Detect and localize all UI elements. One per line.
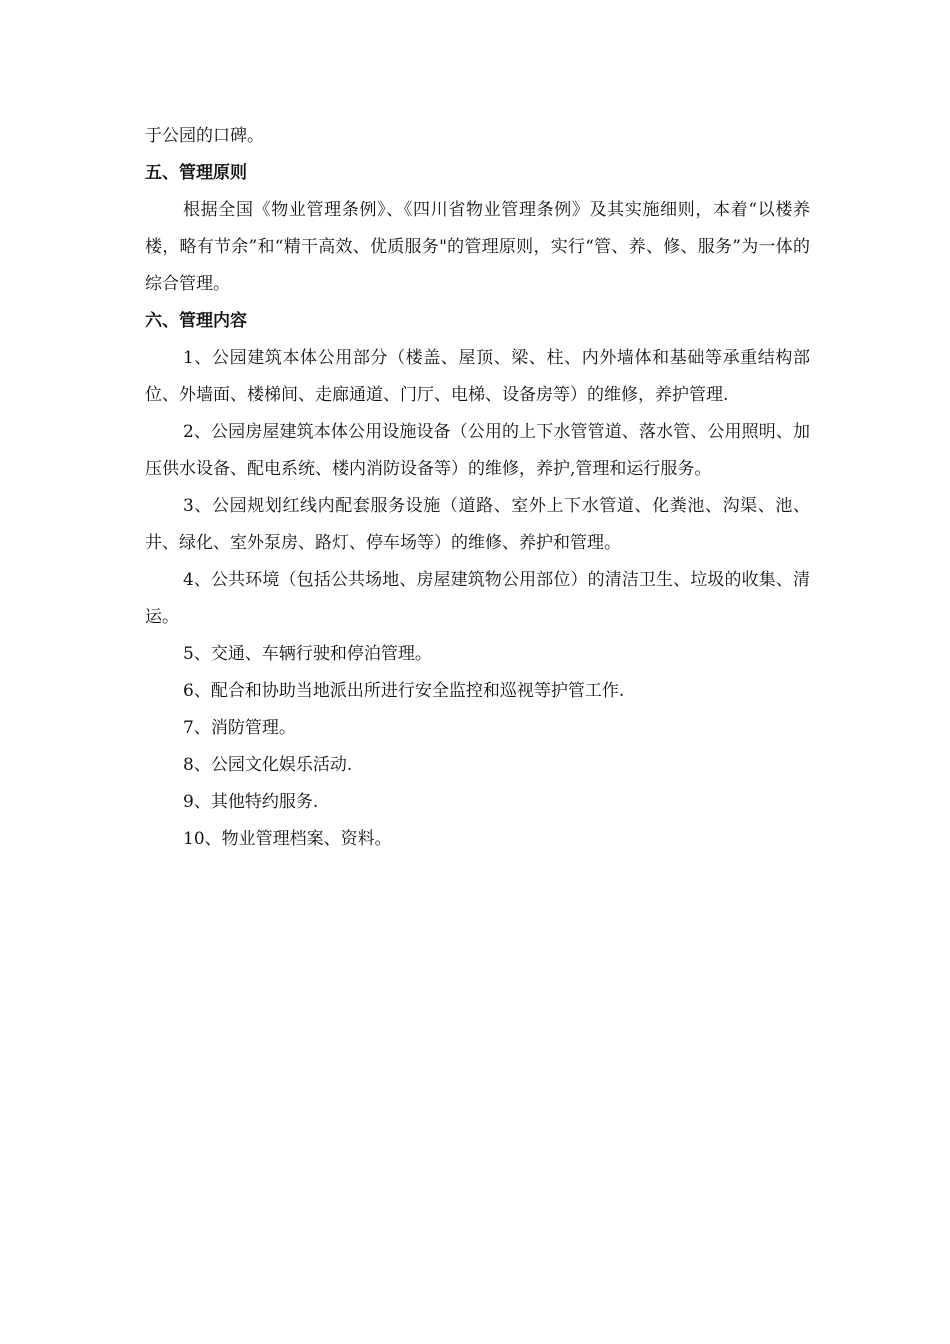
list-item: 8、公园文化娱乐活动. — [183, 755, 353, 775]
list-item: 1、公园建筑本体公用部分（楼盖、屋顶、梁、柱、内外墙体和基础等承重结构部位、外墙面、楼梯间、走廊通道、门厅、电梯、设备房等）的维修，养护管理. — [145, 348, 810, 405]
list-item: 2、公园房屋建筑本体公用设施设备（公用的上下水管管道、落水管、公用照明、加压供水设备、配电系统、楼内消防设备等）的维修，养护,管理和运行服务。 — [145, 422, 810, 479]
list-item: 4、公共环境（包括公共场地、房屋建筑物公用部位）的清洁卫生、垃圾的收集、清运。 — [145, 570, 810, 627]
section-5-body: 根据全国《物业管理条例》、《四川省物业管理条例》及其实施细则，本着“以楼养楼，略有节余”和“精干高效、优质服务"的管理原则，实行“管、养、修、服务”为一体的综合管理。 — [145, 200, 810, 294]
list-item: 5、交通、车辆行驶和停泊管理。 — [183, 644, 432, 664]
list-item: 7、消防管理。 — [183, 718, 296, 738]
section-6-heading: 六、管理内容 — [145, 311, 247, 331]
list-item: 9、其他特约服务. — [183, 792, 319, 812]
list-item: 10、物业管理档案、资料。 — [183, 829, 392, 849]
list-item: 3、公园规划红线内配套服务设施（道路、室外上下水管道、化粪池、沟渠、池、井、绿化、室外泵房、路灯、停车场等）的维修、养护和管理。 — [145, 496, 810, 553]
document-page — [145, 118, 810, 858]
section-5-heading: 五、管理原则 — [145, 163, 247, 183]
list-item: 6、配合和协助当地派出所进行安全监控和巡视等护管工作. — [183, 681, 625, 701]
intro-tail-text: 于公园的口碑。 — [145, 126, 264, 146]
